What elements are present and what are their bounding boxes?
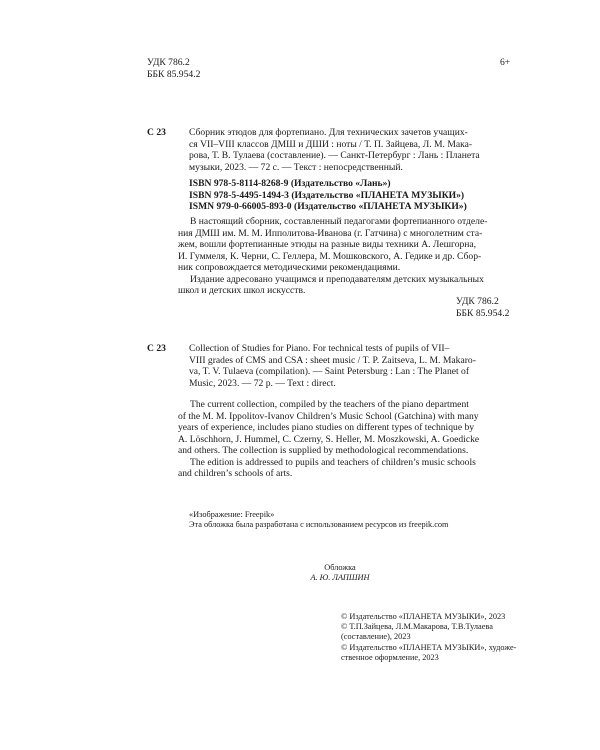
ru-classification [456, 296, 509, 319]
ismn-line [189, 201, 467, 213]
en-annotation-line: years of experience, includes piano studies on different types of technique by [178, 422, 475, 433]
en-bib-line: Music, 2023. — 72 p. — Text : direct. [189, 377, 336, 389]
ru-audience-line: Издание адресовано учащимся и преподавателям детских музыкальных [190, 273, 484, 285]
image-credit-title: «Изображение: Freepik» [189, 510, 275, 519]
ru-annotation-line: В настоящий сборник, составленный педагогами фортепианного отделе- [190, 216, 488, 227]
ru-annotation-line: ник сопровождается методическими рекомендациями. [178, 262, 401, 273]
en-bib-line: Collection of Studies for Piano. For technical tests of pupils of VII– [189, 343, 450, 354]
ru-bibliographic-record [189, 127, 514, 173]
ru-annotation-line: И. Гуммеля, К. Черни, С. Геллера, М. Мошковского, А. Гедике и др. Сбор- [178, 250, 482, 262]
isbn-publisher: (Издательство «ПЛАНЕТА МУЗЫКИ») [291, 189, 465, 201]
en-bib-line: va, T. V. Tulaeva (compilation). — Saint Petersburg : Lan : The Planet of [189, 366, 470, 377]
image-credit [189, 510, 449, 530]
isbn-number: 978-5-4495-1494-3 [213, 189, 289, 201]
copyright-line: ственное оформление, 2023 [341, 652, 439, 662]
copyright-line: © Издательство «ПЛАНЕТА МУЗЫКИ», 2023 [341, 612, 506, 621]
ru-annotation-line: жем, вошли фортепианные этюды на разные виды техники А. Лешгорна, [178, 239, 477, 250]
ru-udk: УДК 786.2 [456, 296, 499, 307]
en-annotation [178, 399, 523, 480]
header-classification [147, 57, 200, 80]
en-annotation-line: and others. The collection is supplied by methodological recommendations. [178, 445, 469, 456]
ru-bib-line: рова, Т. В. Тулаева (составление). — Санкт-Петербург : Лань : Планета [189, 150, 480, 161]
ismn-label: ISMN [189, 201, 215, 212]
cover-credit [280, 563, 400, 583]
en-annotation-line: of the M. M. Ippolitov-Ivanov Children’s Music School (Gatchina) with many [178, 410, 479, 422]
image-credit-note: Эта обложка была разработана с использованием ресурсов из freepik.com [189, 520, 449, 530]
header-udk: УДК 786.2 [147, 57, 190, 68]
copyright-line: (составление), 2023 [341, 632, 411, 642]
en-author-sign: С 23 [147, 343, 166, 354]
isbn-label: ISBN [189, 189, 212, 201]
ru-bib-line: музыки, 2023. — 72 с. — Текст : непосредственный. [189, 161, 403, 173]
ru-author-sign: С 23 [147, 127, 166, 138]
en-audience-line: The edition is addressed to pupils and teachers of children’s music schools [190, 456, 476, 468]
header-bbk: ББК 85.954.2 [147, 68, 201, 80]
en-annotation-line: The current collection, compiled by the teachers of the piano department [190, 399, 469, 410]
ismn-number: 979-0-66005-893-0 [216, 201, 292, 212]
cover-designer: А. Ю. ЛАПШИН [310, 573, 370, 583]
ru-bbk: ББК 85.954.2 [456, 307, 510, 319]
ru-annotation [178, 216, 518, 297]
isbn-publisher: (Издательство «Лань») [290, 178, 391, 189]
en-bib-line: VIII grades of CMS and CSA : sheet music / T. P. Zaitseva, L. M. Makaro- [189, 354, 476, 366]
isbn-line [189, 190, 467, 202]
ismn-publisher: (Издательство «ПЛАНЕТА МУЗЫКИ») [294, 201, 467, 212]
ru-annotation-line: ния ДМШ им. М. М. Ипполитова-Иванова (г. Гатчина) с многолетним ста- [178, 227, 483, 239]
copyright-line: © Издательство «ПЛАНЕТА МУЗЫКИ», художе- [341, 642, 517, 652]
isbn-number: 978-5-8114-8268-9 [213, 178, 289, 189]
en-audience-line: and children’s schools of arts. [178, 468, 293, 479]
ru-isbn-block [189, 178, 467, 213]
cover-label: Обложка [324, 563, 356, 572]
ru-audience-line: школ и детских школ искусств. [178, 285, 306, 296]
isbn-line [189, 178, 467, 190]
age-rating: 6+ [500, 57, 511, 68]
en-bibliographic-record [189, 343, 519, 389]
en-annotation-line: A. Löschhorn, J. Hummel, C. Czerny, S. Heller, M. Moszkowski, A. Goedicke [178, 433, 480, 445]
isbn-label: ISBN [189, 178, 212, 189]
copyright-line: © Т.П.Зайцева, Л.М.Макарова, Т.В.Тулаева [341, 622, 493, 632]
ru-bib-line: Сборник этюдов для фортепиано. Для технических зачетов учащих- [189, 127, 468, 138]
copyright-block [341, 612, 521, 663]
ru-bib-line: ся VII–VIII классов ДМШ и ДШИ : ноты / Т. П. Зайцева, Л. М. Мака- [189, 138, 473, 150]
